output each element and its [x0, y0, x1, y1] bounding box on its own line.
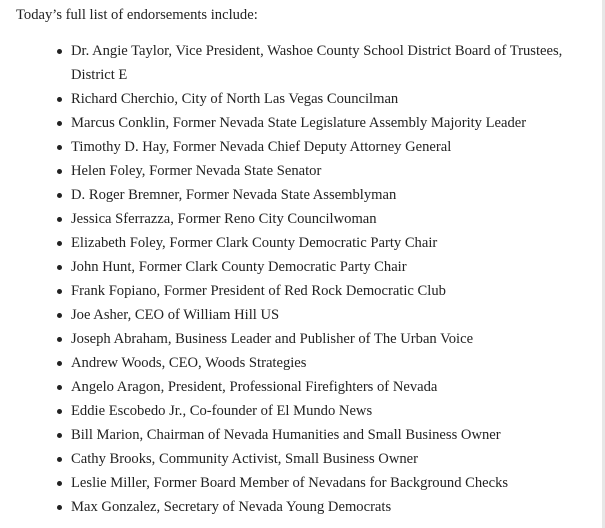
list-item	[71, 447, 571, 471]
bullet-icon	[57, 193, 62, 198]
bullet-icon	[57, 457, 62, 462]
list-item	[71, 303, 571, 327]
list-item	[71, 87, 571, 111]
bullet-icon	[57, 97, 62, 102]
list-item-text: Cathy Brooks, Community Activist, Small Business Owner	[71, 451, 419, 467]
list-item-text: Frank Fopiano, Former President of Red Rock Democratic Club	[71, 283, 446, 299]
list-item-text: Richard Cherchio, City of North Las Vegas Councilman	[71, 91, 399, 107]
list-item-text: Marcus Conklin, Former Nevada State Legislature Assembly Majority Leader	[71, 115, 527, 131]
bullet-icon	[57, 337, 62, 342]
list-item	[71, 399, 571, 423]
list-item	[71, 135, 571, 159]
list-item-text: Jessica Sferrazza, Former Reno City Councilwoman	[71, 211, 377, 227]
bullet-icon	[57, 265, 62, 270]
list-item	[71, 159, 571, 183]
list-item	[71, 39, 571, 87]
list-item-text: John Hunt, Former Clark County Democratic Party Chair	[71, 259, 407, 275]
list-item	[71, 495, 571, 519]
bullet-icon	[57, 433, 62, 438]
list-item	[71, 327, 571, 351]
list-item	[71, 231, 571, 255]
list-item-text: Elizabeth Foley, Former Clark County Democratic Party Chair	[71, 235, 438, 251]
bullet-icon	[57, 361, 62, 366]
bullet-icon	[57, 217, 62, 222]
endorsement-list	[16, 39, 571, 519]
bullet-icon	[57, 145, 62, 150]
list-item-text: Joseph Abraham, Business Leader and Publisher of The Urban Voice	[71, 331, 474, 347]
intro-text: Today’s full list of endorsements include:	[16, 7, 258, 23]
list-item	[71, 255, 571, 279]
list-item-text: Joe Asher, CEO of William Hill US	[71, 307, 280, 323]
bullet-icon	[57, 49, 62, 54]
list-item-text: Helen Foley, Former Nevada State Senator	[71, 163, 322, 179]
bullet-icon	[57, 313, 62, 318]
list-item-text: D. Roger Bremner, Former Nevada State Assemblyman	[71, 187, 397, 203]
list-item	[71, 111, 571, 135]
list-item	[71, 207, 571, 231]
list-item-text: Timothy D. Hay, Former Nevada Chief Deputy Attorney General	[71, 139, 452, 155]
bullet-icon	[57, 289, 62, 294]
bullet-icon	[57, 241, 62, 246]
list-item	[71, 375, 571, 399]
list-item	[71, 423, 571, 447]
bullet-icon	[57, 409, 62, 414]
list-item-text: Andrew Woods, CEO, Woods Strategies	[71, 355, 307, 371]
list-item-text: Eddie Escobedo Jr., Co-founder of El Mundo News	[71, 403, 373, 419]
list-item	[71, 351, 571, 375]
list-item-text: Max Gonzalez, Secretary of Nevada Young Democrats	[71, 499, 392, 515]
list-item	[71, 279, 571, 303]
bullet-icon	[57, 121, 62, 126]
list-item-text: Bill Marion, Chairman of Nevada Humanities and Small Business Owner	[71, 427, 501, 443]
list-item	[71, 183, 571, 207]
bullet-icon	[57, 385, 62, 390]
bullet-icon	[57, 169, 62, 174]
list-item-text: Leslie Miller, Former Board Member of Nevadans for Background Checks	[71, 475, 509, 491]
list-item-text: Dr. Angie Taylor, Vice President, Washoe County School District Board of Trustees, District E	[71, 43, 563, 83]
bullet-icon	[57, 505, 62, 510]
list-item-text: Angelo Aragon, President, Professional Firefighters of Nevada	[71, 379, 438, 395]
bullet-icon	[57, 481, 62, 486]
list-item	[71, 471, 571, 495]
